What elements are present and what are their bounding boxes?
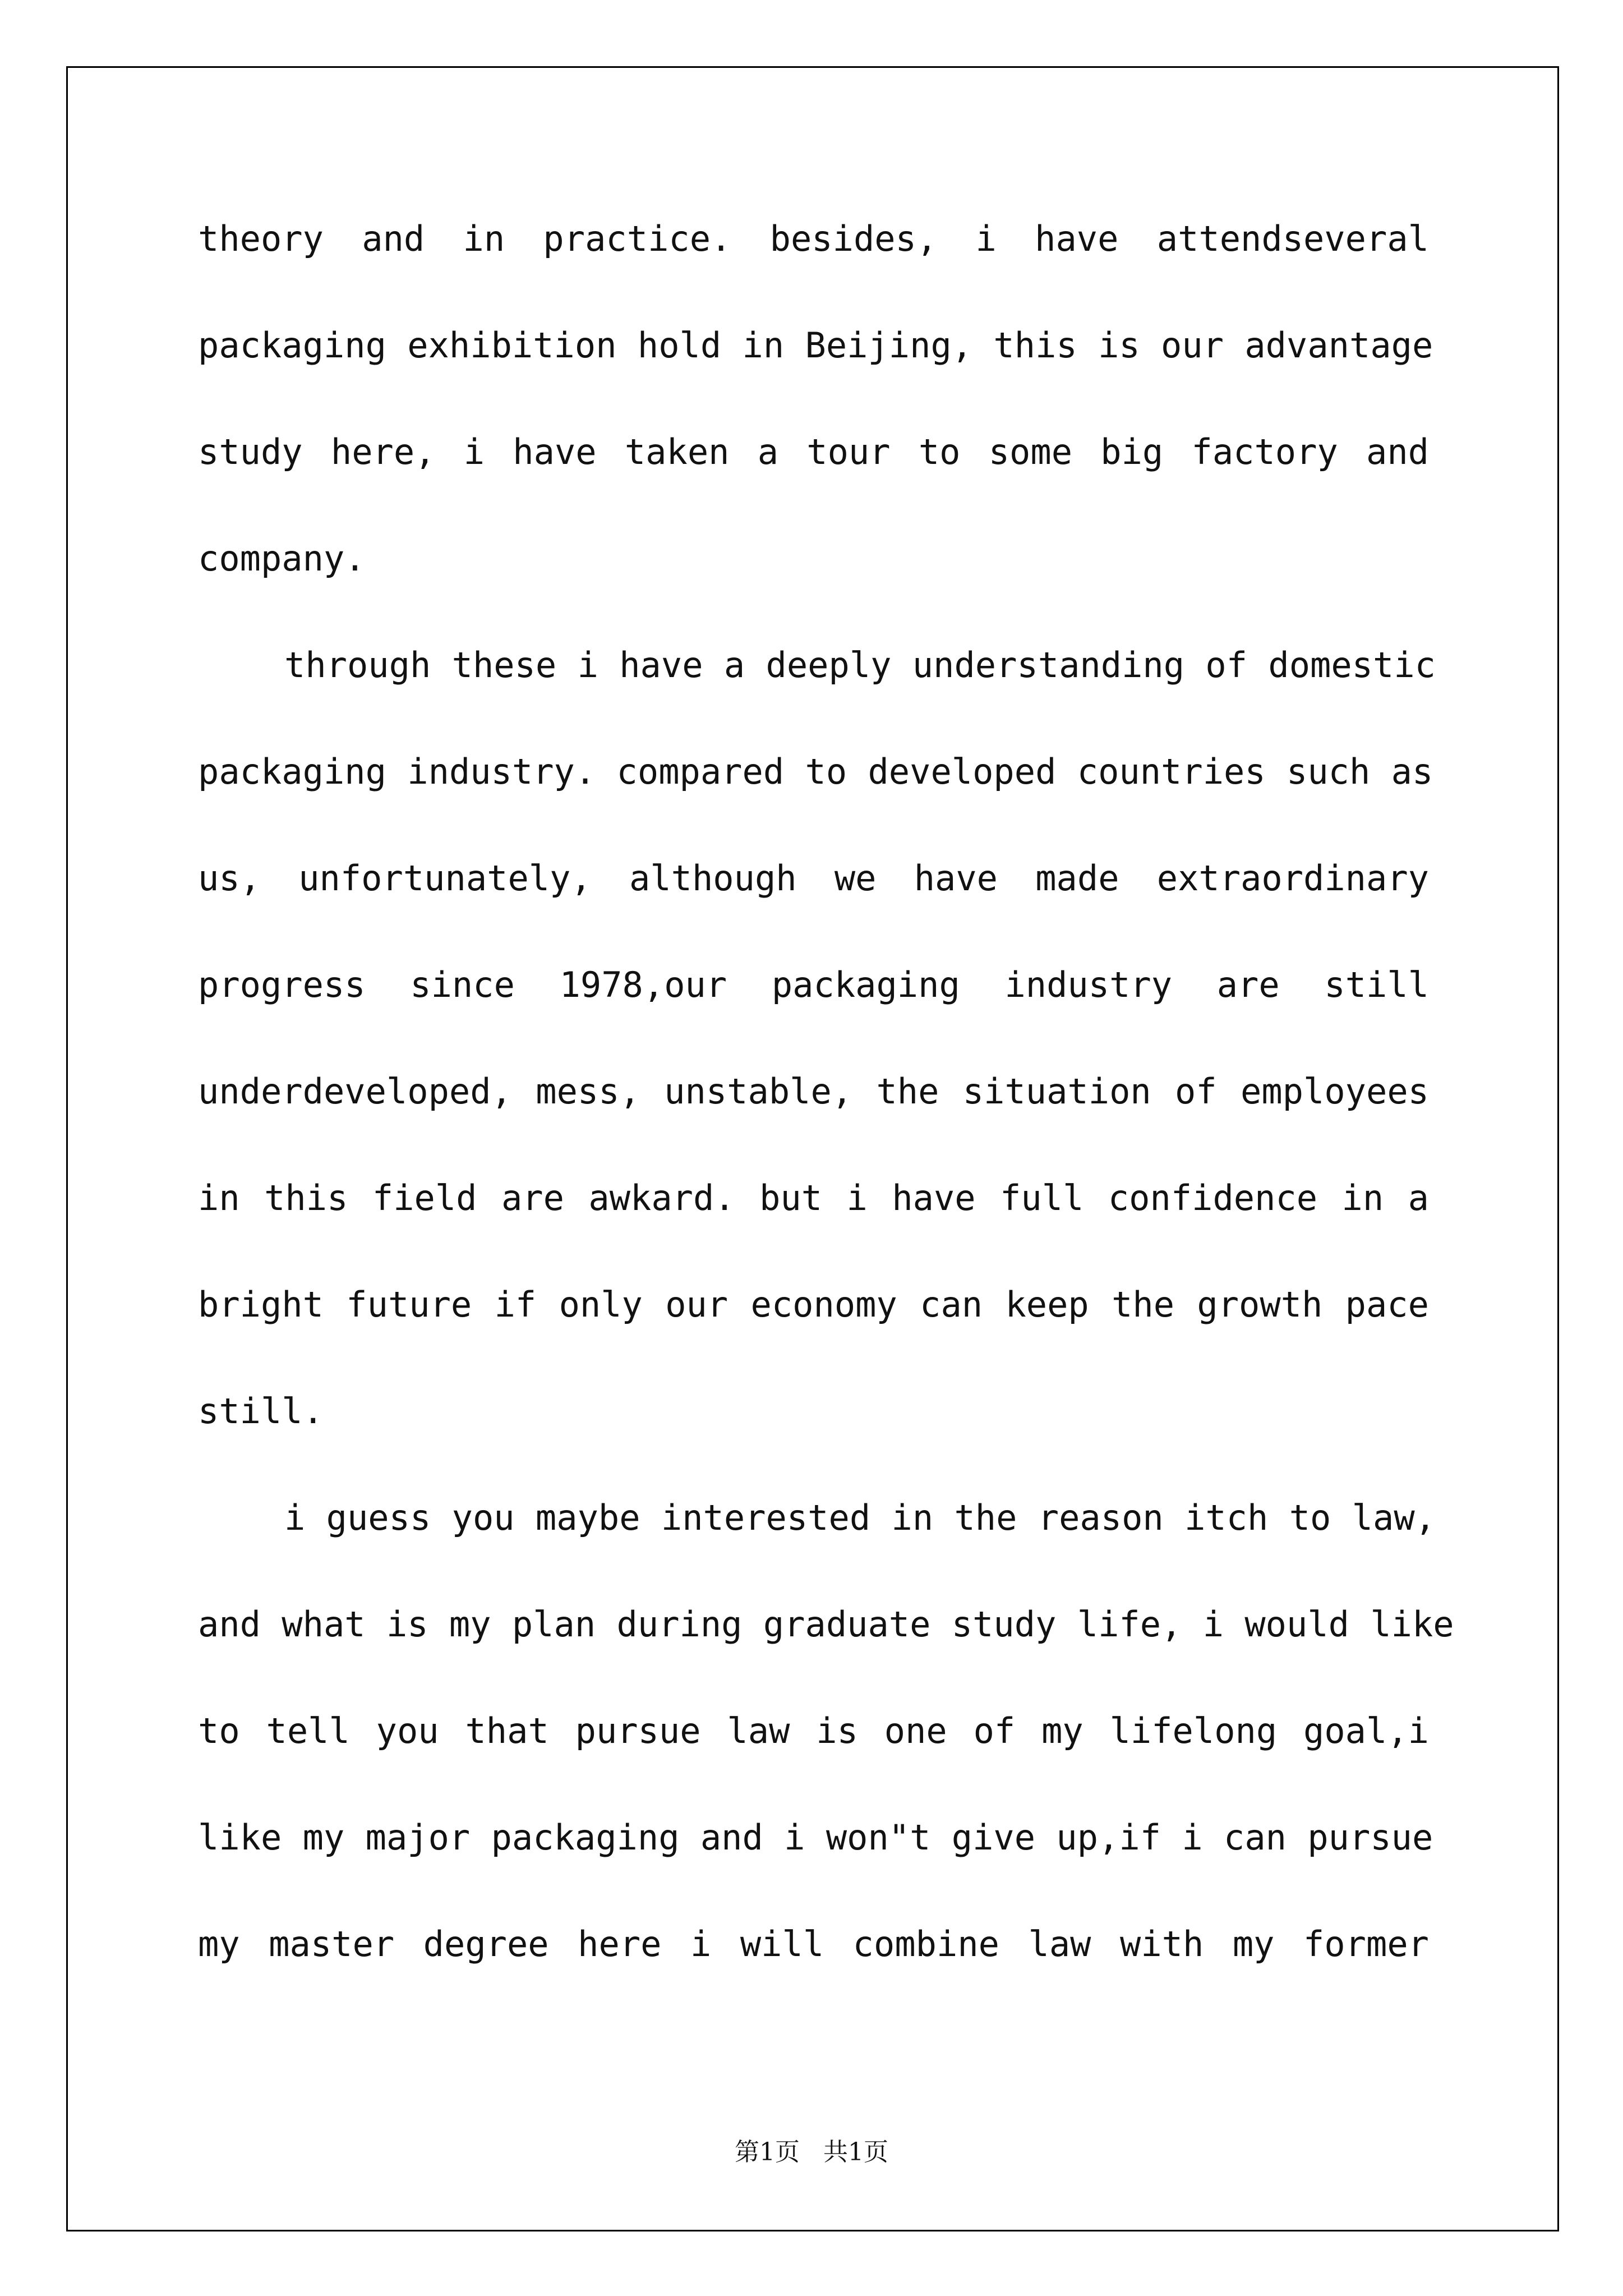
- text-line: company.: [198, 538, 366, 579]
- text-line: in this field are awkard. but i have full confidence in a: [198, 1177, 1429, 1218]
- text-line: bright future if only our economy can keep the growth pace: [198, 1284, 1429, 1325]
- text-line: study here, i have taken a tour to some big factory and: [198, 431, 1429, 472]
- text-line: packaging exhibition hold in Beijing, this is our advantage: [198, 325, 1433, 366]
- text-line: theory and in practice. besides, i have attendseveral: [198, 218, 1429, 259]
- text-line: and what is my plan during graduate study life, i would like: [198, 1604, 1454, 1645]
- text-line: i guess you maybe interested in the reason itch to law,: [284, 1497, 1436, 1538]
- text-line: us, unfortunately, although we have made extraordinary: [198, 858, 1429, 899]
- text-line: to tell you that pursue law is one of my lifelong goal,i: [198, 1710, 1429, 1751]
- page-total: 共1页: [823, 2138, 888, 2166]
- text-line: still.: [198, 1391, 324, 1432]
- text-line: through these i have a deeply understanding of domestic: [284, 645, 1436, 685]
- text-line: like my major packaging and i won"t give up,if i can pursue: [198, 1817, 1433, 1858]
- text-line: progress since 1978,our packaging industry are still: [198, 964, 1429, 1005]
- text-line: my master degree here i will combine law with my former: [198, 1924, 1429, 1964]
- text-line: packaging industry. compared to developed countries such as: [198, 751, 1433, 792]
- page-footer: [0, 2132, 1623, 2168]
- page-number: 第1页: [735, 2138, 800, 2166]
- text-line: underdeveloped, mess, unstable, the situation of employees: [198, 1071, 1429, 1112]
- document-body: [198, 218, 1454, 2030]
